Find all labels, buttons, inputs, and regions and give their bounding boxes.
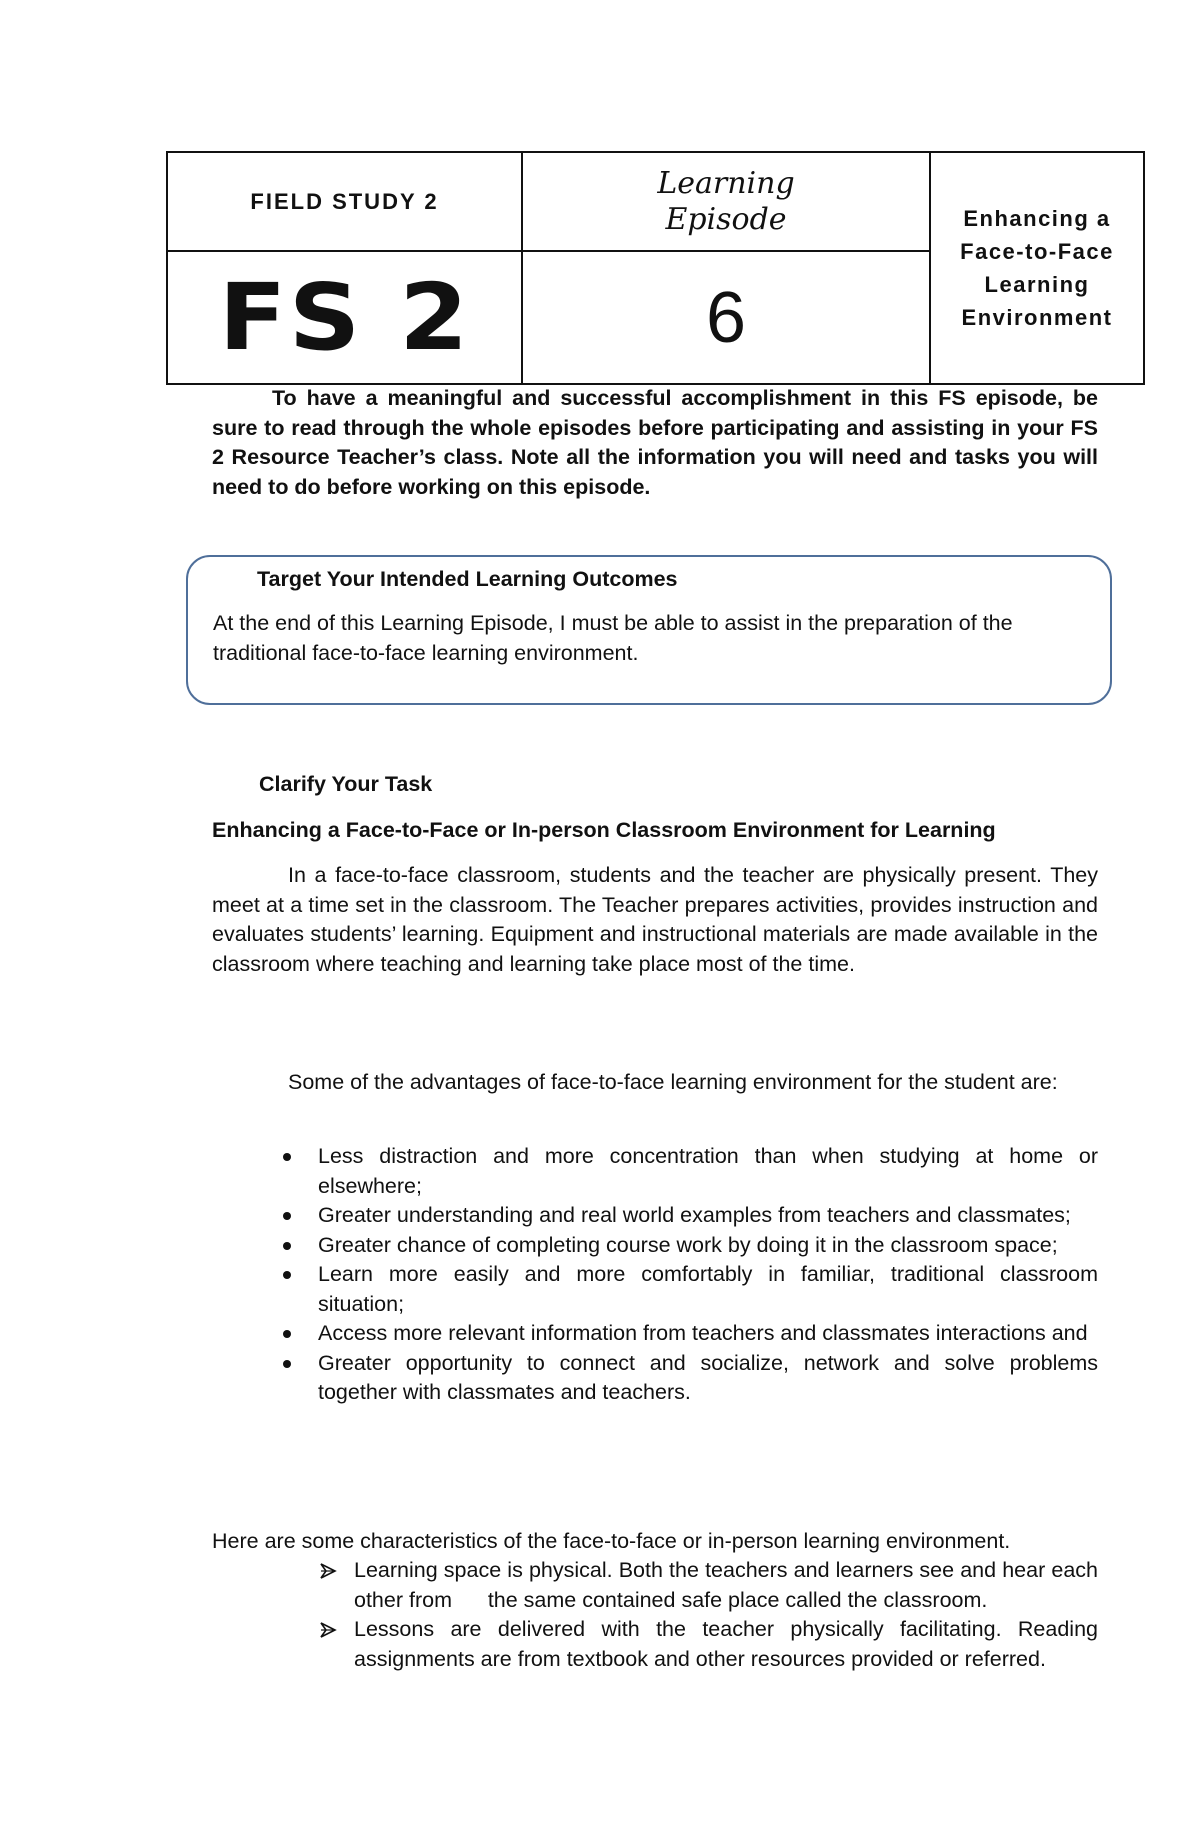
advantages-intro: Some of the advantages of face-to-face learning environment for the student are:: [288, 1070, 1058, 1094]
face-to-face-description: In a face-to-face classroom, students and the teacher are physically present. They meet at a time set in the classroom. The Teacher prepares activities, provides instruction and evaluates students’ learning. Equipment and instructional materials are made available in the classroom where teaching and learning take place most of the time.: [212, 863, 1098, 976]
list-item: [318, 1615, 1098, 1674]
clarify-task-heading: Clarify Your Task: [259, 772, 433, 796]
characteristics-intro: Here are some characteristics of the face-to-face or in-person learning environment.: [212, 1529, 1011, 1553]
list-item-text: Access more relevant information from teachers and classmates interactions and: [318, 1321, 1088, 1345]
fs-code: FS 2: [218, 263, 471, 371]
list-item: [280, 1319, 1098, 1349]
list-item-text: Greater chance of completing course work by doing it in the classroom space;: [318, 1232, 1058, 1257]
intro-paragraph: To have a meaningful and successful accomplishment in this FS episode, be sure to read through the whole episodes before participating and assisting in your FS 2 Resource Teacher’s class. Note all the information you will need and tasks you will need to do before working on this episode.: [212, 386, 1098, 499]
list-item: [318, 1556, 1104, 1615]
list-item-text: Learn more easily and more comfortably in familiar, traditional classroom situation;: [318, 1262, 1098, 1316]
list-item-text: Greater opportunity to connect and socialize, network and solve problems together with classmates and teachers.: [318, 1350, 1098, 1404]
bullet-icon: [283, 1212, 291, 1220]
list-item-text: Lessons are delivered with the teacher physically facilitating. Reading assignments are from textbook and other resources provided or referred.: [354, 1617, 1098, 1671]
bullet-icon: [283, 1360, 291, 1368]
episode-label-cell: [523, 153, 931, 252]
bullet-icon: [283, 1242, 291, 1250]
bullet-icon: [283, 1271, 291, 1279]
characteristics-list: [318, 1556, 1104, 1674]
episode-label: Learning Episode: [657, 165, 795, 237]
arrowhead-bullet-icon: [318, 1561, 338, 1581]
list-item-text: Learning space is physical. Both the teachers and learners see and hear each other from the same contained safe place called the classroom.: [354, 1558, 1104, 1612]
section-title: Enhancing a Face-to-Face or In-person Classroom Environment for Learning: [212, 818, 996, 842]
list-item: [280, 1142, 1098, 1201]
episode-header-table: [166, 151, 1145, 385]
field-study-label: FIELD STUDY 2: [250, 188, 439, 214]
list-item: [280, 1260, 1098, 1319]
list-item-text: Greater understanding and real world examples from teachers and classmates;: [318, 1203, 1071, 1227]
bullet-icon: [283, 1330, 291, 1338]
episode-number-cell: [523, 252, 931, 383]
learning-outcomes-box: [186, 555, 1112, 705]
episode-number: 6: [705, 277, 747, 358]
list-item: [280, 1349, 1098, 1408]
episode-title: Enhancing a Face-to-Face Learning Environment: [960, 206, 1114, 330]
list-item: [280, 1231, 1098, 1261]
episode-title-cell: [931, 153, 1143, 383]
list-item-text: Less distraction and more concentration than when studying at home or elsewhere;: [318, 1144, 1098, 1198]
list-item: [280, 1201, 1098, 1231]
advantages-list: [280, 1142, 1098, 1408]
field-study-cell: [168, 153, 523, 252]
bullet-icon: [283, 1153, 291, 1161]
fs-code-cell: [168, 252, 523, 383]
arrowhead-bullet-icon: [318, 1620, 338, 1640]
learning-outcomes-heading: Target Your Intended Learning Outcomes: [257, 567, 678, 591]
learning-outcomes-text: At the end of this Learning Episode, I must be able to assist in the preparation of the traditional face-to-face learning environment.: [213, 611, 1013, 665]
